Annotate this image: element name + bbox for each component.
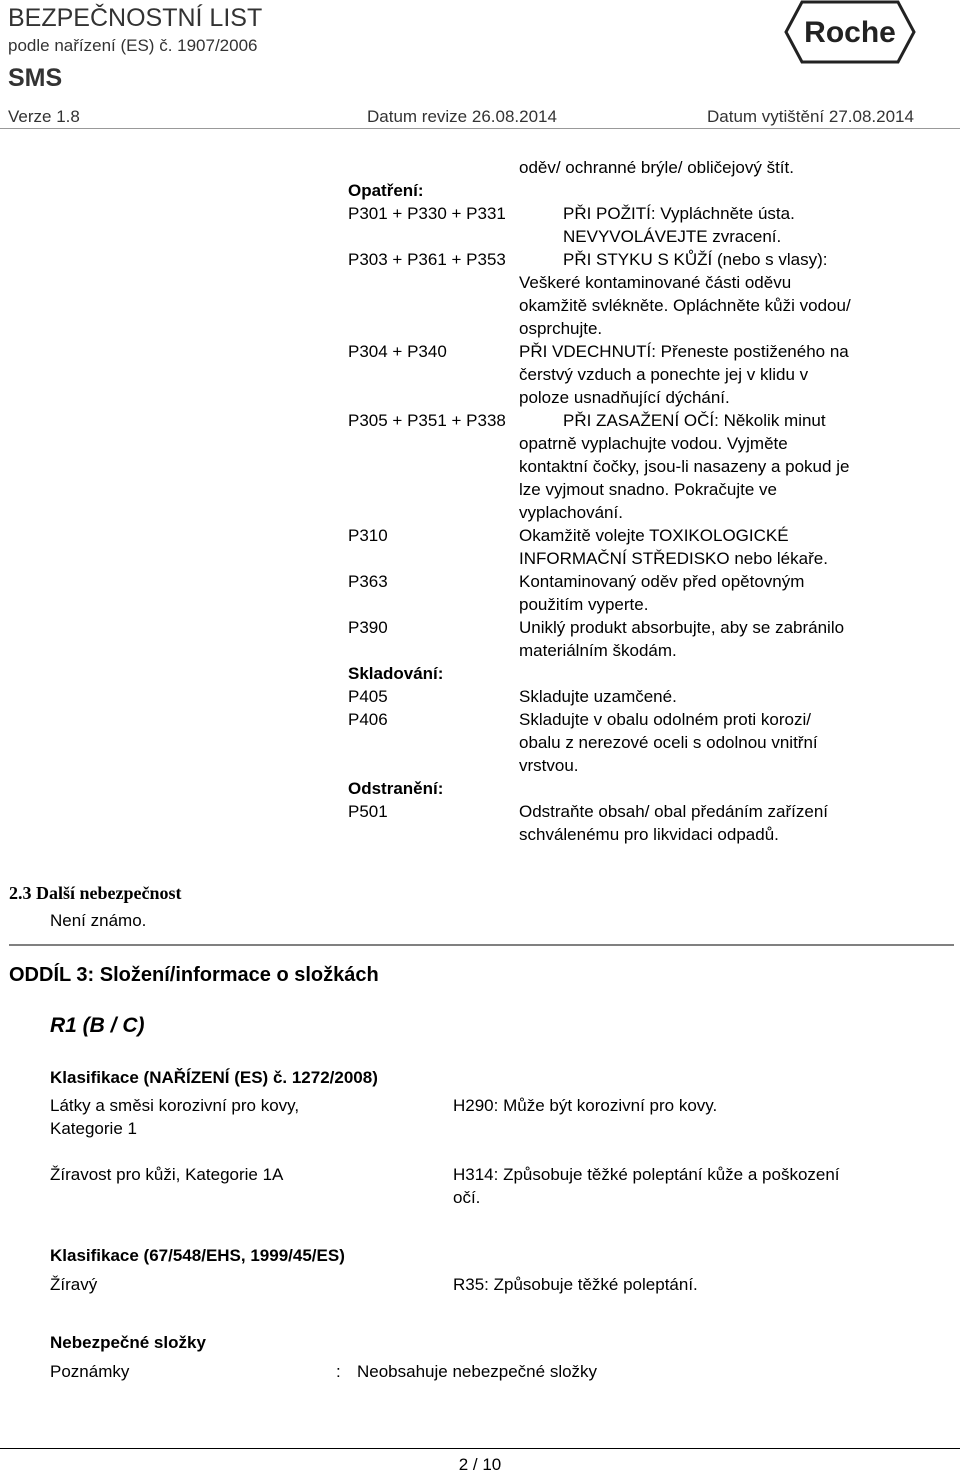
p304-text: poloze usnadňující dýchání. <box>519 388 730 407</box>
p305-text: kontaktní čočky, jsou-li nasazeny a pokud je <box>519 457 850 476</box>
p390-code: P390 <box>348 618 388 637</box>
svg-text:Roche: Roche <box>804 16 896 49</box>
section-divider <box>9 944 954 946</box>
dsd-class: Žíravý <box>50 1275 98 1294</box>
p304-text: čerstvý vzduch a ponechte jej v klidu v <box>519 365 809 384</box>
response-heading: Opatření: <box>348 181 424 200</box>
document-code: SMS <box>8 64 63 92</box>
p390-text: materiálním škodám. <box>519 641 677 660</box>
p363-code: P363 <box>348 572 388 591</box>
section-2-3-heading: 2.3 Další nebezpečnost <box>9 883 182 903</box>
p501-text: Odstraňte obsah/ obal předáním zařízení <box>519 802 829 821</box>
disposal-heading: Odstranění: <box>348 779 444 798</box>
p301-text: PŘI POŽITÍ: Vypláchněte ústa. <box>563 204 795 223</box>
roche-logo <box>784 0 916 64</box>
hazardous-components-heading: Nebezpečné složky <box>50 1333 206 1352</box>
p305-text: PŘI ZASAŽENÍ OČÍ: Několik minut <box>563 411 826 430</box>
page-number: 2 / 10 <box>458 1455 502 1474</box>
print-date: Datum vytištění 27.08.2014 <box>707 107 914 126</box>
p305-text: vyplachování. <box>519 503 623 522</box>
dsd-classification-heading: Klasifikace (67/548/EHS, 1999/45/ES) <box>50 1246 345 1265</box>
p406-text: vrstvou. <box>519 756 579 775</box>
p405-code: P405 <box>348 687 388 706</box>
header-rule <box>0 128 960 129</box>
p305-text: lze vyjmout snadno. Pokračujte ve <box>519 480 777 499</box>
p310-code: P310 <box>348 526 388 545</box>
p406-code: P406 <box>348 710 388 729</box>
p303-text: PŘI STYKU S KŮŽÍ (nebo s vlasy): <box>563 250 828 269</box>
p363-text: použitím vyperte. <box>519 595 649 614</box>
product-code: R1 (B / C) <box>50 1014 145 1037</box>
clp-class: Látky a směsi korozivní pro kovy, <box>50 1096 300 1115</box>
p304-text: PŘI VDECHNUTÍ: Přeneste postiženého na <box>519 342 849 361</box>
p406-text: Skladujte v obalu odolném proti korozi/ <box>519 710 811 729</box>
p305-text: opatrně vyplachujte vodou. Vyjměte <box>519 434 788 453</box>
clp-class: Žíravost pro kůži, Kategorie 1A <box>50 1165 284 1184</box>
document-title: BEZPEČNOSTNÍ LIST <box>8 4 263 32</box>
p303-text: Veškeré kontaminované části oděvu <box>519 273 792 292</box>
p304-code: P304 + P340 <box>348 342 447 361</box>
p301-text: NEVYVOLÁVEJTE zvracení. <box>563 227 782 246</box>
p303-code: P303 + P361 + P353 <box>348 250 506 269</box>
p310-text: INFORMAČNÍ STŘEDISKO nebo lékaře. <box>519 549 828 568</box>
clp-classification-heading: Klasifikace (NAŘÍZENÍ (ES) č. 1272/2008) <box>50 1068 378 1087</box>
hazard-statement: očí. <box>453 1188 481 1207</box>
p303-text: okamžitě svlékněte. Opláchněte kůži vodou/ <box>519 296 851 315</box>
document-header <box>0 0 960 128</box>
p501-text: schválenému pro likvidaci odpadů. <box>519 825 779 844</box>
section-3-heading: ODDÍL 3: Složení/informace o složkách <box>9 964 379 986</box>
risk-phrase: R35: Způsobuje těžké poleptání. <box>453 1275 698 1294</box>
p405-text: Skladujte uzamčené. <box>519 687 677 706</box>
section-2-3-text: Není známo. <box>50 911 147 930</box>
regulation-subtitle: podle nařízení (ES) č. 1907/2006 <box>8 36 258 55</box>
storage-heading: Skladování: <box>348 664 444 683</box>
version: Verze 1.8 <box>8 107 80 126</box>
notes-label: Poznámky <box>50 1362 130 1381</box>
clp-class: Kategorie 1 <box>50 1119 137 1138</box>
p390-text: Uniklý produkt absorbujte, aby se zabránilo <box>519 618 845 637</box>
footer-rule <box>0 1448 960 1449</box>
p363-text: Kontaminovaný oděv před opětovným <box>519 572 805 591</box>
p303-text: osprchujte. <box>519 319 603 338</box>
p305-code: P305 + P351 + P338 <box>348 411 506 430</box>
notes-value: Neobsahuje nebezpečné složky <box>357 1362 598 1381</box>
p301-code: P301 + P330 + P331 <box>348 204 506 223</box>
hazard-statement: H290: Může být korozivní pro kovy. <box>453 1096 718 1115</box>
p501-code: P501 <box>348 802 388 821</box>
continued-text: oděv/ ochranné brýle/ obličejový štít. <box>519 158 794 177</box>
notes-separator: : <box>336 1362 341 1381</box>
p406-text: obalu z nerezové oceli s odolnou vnitřní <box>519 733 818 752</box>
p310-text: Okamžitě volejte TOXIKOLOGICKÉ <box>519 526 789 545</box>
hazard-statement: H314: Způsobuje těžké poleptání kůže a poškození <box>453 1165 840 1184</box>
revision-date: Datum revize 26.08.2014 <box>367 107 557 126</box>
